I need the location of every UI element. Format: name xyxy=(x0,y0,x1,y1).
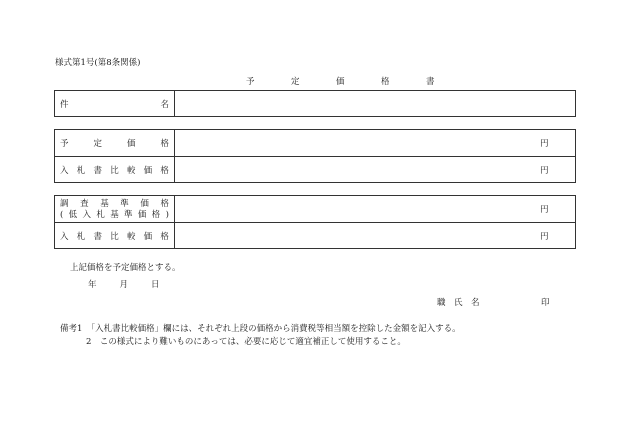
investigation-price-row xyxy=(55,196,575,223)
bid-comparison-price-row-2 xyxy=(55,223,575,248)
project-name-label-cell xyxy=(55,91,175,116)
bid-comparison-label-cell xyxy=(55,157,175,182)
form-reference: 様式第1号(第8条関係) xyxy=(55,58,141,68)
remark-note-2: 2 この様式により難いものにあっては、必要に応じて適宜補正して使用すること。 xyxy=(86,337,406,347)
project-name-row xyxy=(55,91,575,116)
bid-comparison-label: 入 札 書 比 較 価 格 xyxy=(60,165,169,176)
remark-note-1: 備考1 「入札書比較価格」欄には、それぞれ上段の価格から消費税等相当額を控除した金額を記入する。 xyxy=(60,324,461,334)
bid-comparison-label-cell-2 xyxy=(55,223,175,248)
investigation-price-table xyxy=(54,195,576,249)
yen-unit: 円 xyxy=(540,205,549,215)
project-label-left: 件 xyxy=(60,99,69,110)
statement-text: 上記価格を予定価格とする。 xyxy=(70,263,181,273)
document-title: 予 定 価 格 書 xyxy=(246,77,449,87)
yen-unit: 円 xyxy=(540,165,549,176)
project-name-table xyxy=(54,90,576,117)
project-label-right: 名 xyxy=(160,99,169,110)
investigation-price-label-cell xyxy=(55,196,175,222)
planned-price-table xyxy=(54,129,576,183)
planned-price-row xyxy=(55,130,575,157)
date-line: 年 月 日 xyxy=(88,280,162,290)
yen-unit: 円 xyxy=(540,231,549,242)
low-bid-price-label: ( 低 入 札 基 準 価 格 ) xyxy=(60,210,169,220)
planned-price-label: 予 定 価 格 xyxy=(60,139,169,149)
seal-label: 印 xyxy=(541,298,550,308)
bid-comparison-price-row xyxy=(55,157,575,182)
yen-unit: 円 xyxy=(540,139,549,149)
planned-price-label-cell xyxy=(55,130,175,156)
investigation-price-label: 調 査 基 準 価 格 xyxy=(60,199,169,209)
bid-comparison-label-2: 入 札 書 比 較 価 格 xyxy=(60,231,169,242)
official-name-label: 職 氏 名 xyxy=(437,298,480,308)
